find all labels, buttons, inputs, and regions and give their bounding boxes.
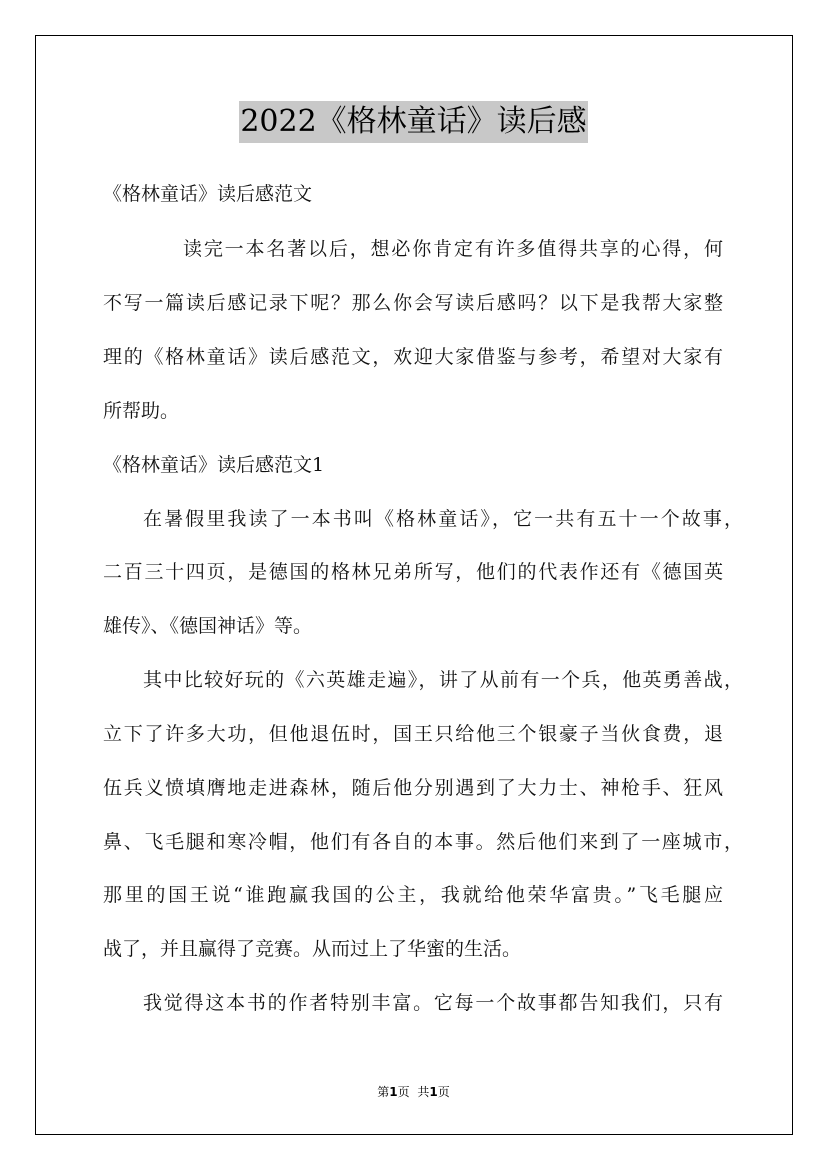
footer-total-pages: 1 <box>429 1085 438 1099</box>
footer-page-suffix: 页 <box>397 1085 410 1099</box>
para2-line-4: 鼻、飞毛腿和寒冷帽，他们有各自的本事。然后他们来到了一座城市， <box>103 831 743 853</box>
para3-line-1: 我觉得这本书的作者特别丰富。它每一个故事都告知我们，只有 <box>143 992 723 1014</box>
title-container <box>0 101 827 143</box>
footer-total-prefix: 共 <box>417 1085 430 1099</box>
intro-line-3: 理的《格林童话》读后感范文，欢迎大家借鉴与参考，希望对大家有 <box>103 346 723 368</box>
page-footer <box>0 1083 827 1101</box>
section-heading: 《格林童话》读后感范文1 <box>103 454 325 476</box>
para2-line-2: 立下了许多大功，但他退伍时，国王只给他三个银豪子当伙食费，退 <box>103 723 723 745</box>
intro-line-2: 不写一篇读后感记录下呢？那么你会写读后感吗？以下是我帮大家整 <box>103 292 723 314</box>
para1-line-1: 在暑假里我读了一本书叫《格林童话》，它一共有五十一个故事， <box>143 508 743 530</box>
para2-line-5: 那里的国王说“谁跑赢我国的公主，我就给他荣华富贵。”飞毛腿应 <box>103 884 723 906</box>
footer-prefix: 第 <box>377 1085 390 1099</box>
intro-line-4: 所帮助。 <box>103 400 180 422</box>
para2-line-1: 其中比较好玩的《六英雄走遍》，讲了从前有一个兵，他英勇善战， <box>143 669 743 691</box>
para1-line-2: 二百三十四页，是德国的格林兄弟所写，他们的代表作还有《德国英 <box>103 561 723 583</box>
footer-total-suffix: 页 <box>437 1085 450 1099</box>
footer-page-number: 1 <box>389 1085 398 1099</box>
para2-line-3: 伍兵义愤填膺地走进森林，随后他分别遇到了大力士、神枪手、狂风 <box>103 777 723 799</box>
subtitle: 《格林童话》读后感范文 <box>103 183 313 205</box>
intro-line-1: 读完一本名著以后，想必你肯定有许多值得共享的心得，何 <box>183 238 723 260</box>
para2-line-6: 战了，并且赢得了竞赛。从而过上了华蜜的生活。 <box>103 938 522 960</box>
page-title: 2022《格林童话》读后感 <box>239 101 587 143</box>
para1-line-3: 雄传》、《德国神话》等。 <box>103 615 313 637</box>
